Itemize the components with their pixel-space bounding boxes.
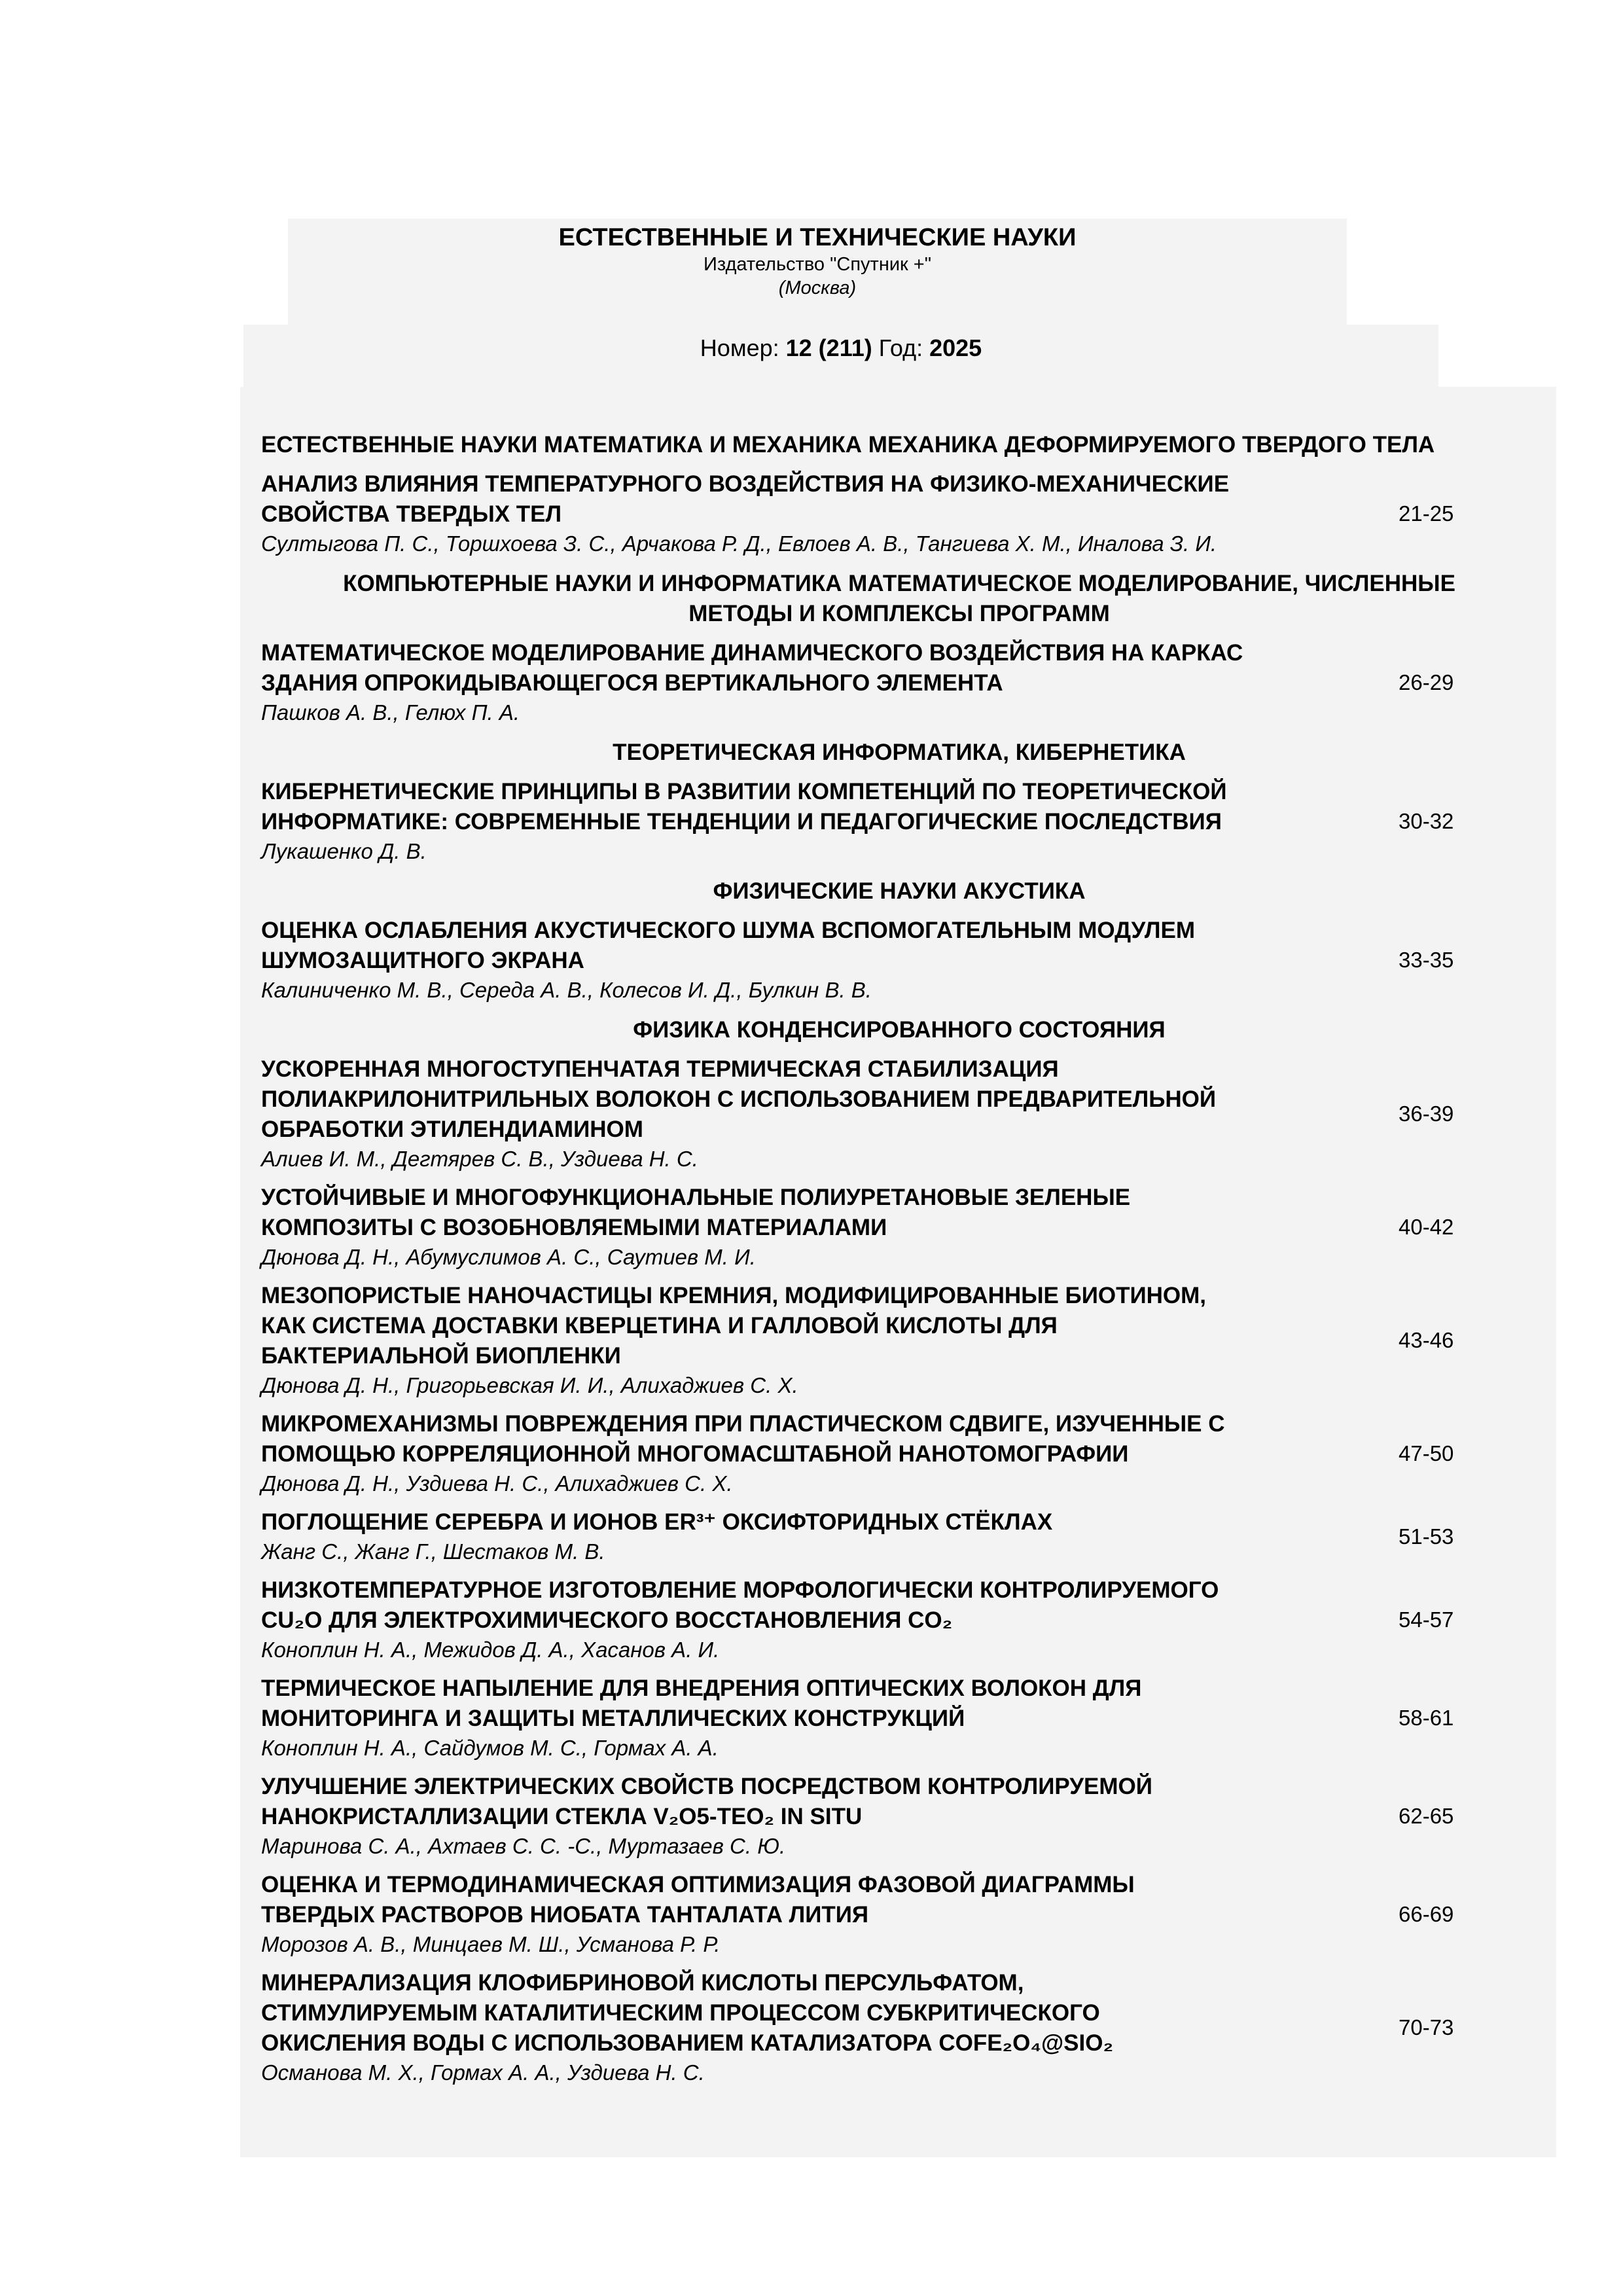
article-pages: 33-35 xyxy=(1399,948,1454,972)
article-entry[interactable] xyxy=(261,638,1537,727)
article-title-line[interactable]: ПОГЛОЩЕНИЕ СЕРЕБРА И ИОНОВ ER³⁺ ОКСИФТОРИДНЫХ СТЁКЛАХ xyxy=(261,1509,1053,1535)
article-title-line[interactable]: КОМПОЗИТЫ С ВОЗОБНОВЛЯЕМЫМИ МАТЕРИАЛАМИ xyxy=(261,1215,887,1240)
section-heading xyxy=(261,1015,1537,1045)
article-pages: 58-61 xyxy=(1399,1706,1454,1730)
article-title-line[interactable]: МОНИТОРИНГА И ЗАЩИТЫ МЕТАЛЛИЧЕСКИХ КОНСТРУКЦИЙ xyxy=(261,1706,965,1731)
article-text xyxy=(261,1281,1399,1400)
issue-info xyxy=(243,325,1438,387)
article-authors: Коноплин Н. А., Сайдумов М. С., Гормах А. А. xyxy=(261,1736,719,1760)
article-pages: 66-69 xyxy=(1399,1902,1454,1926)
article-authors: Лукашенко Д. В. xyxy=(261,839,427,863)
article-title-line[interactable]: БАКТЕРИАЛЬНОЙ БИОПЛЕНКИ xyxy=(261,1343,621,1369)
article-text xyxy=(261,1575,1399,1664)
article-authors: Маринова С. А., Ахтаев С. С. -С., Муртазаев С. Ю. xyxy=(261,1834,786,1858)
article-title-line[interactable]: ПОМОЩЬЮ КОРРЕЛЯЦИОННОЙ МНОГОМАСШТАБНОЙ НАНОТОМОГРАФИИ xyxy=(261,1441,1129,1467)
article-authors: Морозов А. В., Минцаев М. Ш., Усманова Р. Р. xyxy=(261,1932,721,1956)
article-title-line[interactable]: УЛУЧШЕНИЕ ЭЛЕКТРИЧЕСКИХ СВОЙСТВ ПОСРЕДСТВОМ КОНТРОЛИРУЕМОЙ xyxy=(261,1774,1152,1799)
article-pages: 43-46 xyxy=(1399,1328,1454,1352)
article-entry[interactable] xyxy=(261,1575,1537,1664)
article-text xyxy=(261,638,1399,727)
article-authors: Пашков А. В., Гелюх П. А. xyxy=(261,700,520,725)
article-authors: Дюнова Д. Н., Абумуслимов А. С., Саутиев М. И. xyxy=(261,1245,756,1269)
section-heading xyxy=(261,738,1537,768)
city: (Москва) xyxy=(778,278,857,298)
section-heading xyxy=(261,569,1537,629)
article-title-line[interactable]: НАНОКРИСТАЛЛИЗАЦИИ СТЕКЛА V₂O5-TEO₂ IN SITU xyxy=(261,1804,863,1829)
article-pages: 26-29 xyxy=(1399,670,1454,694)
article-entry[interactable] xyxy=(261,1409,1537,1498)
article-pages: 54-57 xyxy=(1399,1607,1454,1632)
article-pages: 30-32 xyxy=(1399,809,1454,833)
article-entry[interactable] xyxy=(261,777,1537,866)
article-title-line[interactable]: АНАЛИЗ ВЛИЯНИЯ ТЕМПЕРАТУРНОГО ВОЗДЕЙСТВИЯ НА ФИЗИКО-МЕХАНИЧЕСКИЕ xyxy=(261,471,1230,497)
article-title-line[interactable]: ОБРАБОТКИ ЭТИЛЕНДИАМИНОМ xyxy=(261,1117,643,1142)
article-text xyxy=(261,1183,1399,1272)
article-authors: Дюнова Д. Н., Уздиева Н. С., Алихаджиев С. Х. xyxy=(261,1471,733,1496)
section-heading-line: ФИЗИКА КОНДЕНСИРОВАННОГО СОСТОЯНИЯ xyxy=(633,1017,1166,1043)
issue-value: 12 (211) xyxy=(785,334,872,361)
article-title-line[interactable]: ТВЕРДЫХ РАСТВОРОВ НИОБАТА ТАНТАЛАТА ЛИТИЯ xyxy=(261,1902,869,1928)
article-title-line[interactable]: ПОЛИАКРИЛОНИТРИЛЬНЫХ ВОЛОКОН С ИСПОЛЬЗОВАНИЕМ ПРЕДВАРИТЕЛЬНОЙ xyxy=(261,1086,1217,1112)
article-authors: Османова М. Х., Гормах А. А., Уздиева Н. С. xyxy=(261,2060,705,2085)
article-text xyxy=(261,1870,1399,1959)
article-text xyxy=(261,777,1399,866)
article-title-line[interactable]: НИЗКОТЕМПЕРАТУРНОЕ ИЗГОТОВЛЕНИЕ МОРФОЛОГИЧЕСКИ КОНТРОЛИРУЕМОГО xyxy=(261,1577,1219,1603)
article-pages: 36-39 xyxy=(1399,1102,1454,1126)
article-title-line[interactable]: ОКИСЛЕНИЯ ВОДЫ С ИСПОЛЬЗОВАНИЕМ КАТАЛИЗАТОРА COFE₂O₄@SIO₂ xyxy=(261,2030,1113,2056)
article-pages: 21-25 xyxy=(1399,501,1454,526)
article-text xyxy=(261,1968,1399,2087)
article-text xyxy=(261,1507,1399,1566)
article-title-line[interactable]: МЕЗОПОРИСТЫЕ НАНОЧАСТИЦЫ КРЕМНИЯ, МОДИФИЦИРОВАННЫЕ БИОТИНОМ, xyxy=(261,1283,1206,1308)
section-heading-line: МЕТОДЫ И КОМПЛЕКСЫ ПРОГРАММ xyxy=(688,601,1110,626)
article-title-line[interactable]: ИНФОРМАТИКЕ: СОВРЕМЕННЫЕ ТЕНДЕНЦИИ И ПЕДАГОГИЧЕСКИЕ ПОСЛЕДСТВИЯ xyxy=(261,809,1222,834)
journal-title: ЕСТЕСТВЕННЫЕ И ТЕХНИЧЕСКИЕ НАУКИ xyxy=(558,224,1077,251)
section-heading-line: ЕСТЕСТВЕННЫЕ НАУКИ МАТЕМАТИКА И МЕХАНИКА МЕХАНИКА ДЕФОРМИРУЕМОГО ТВЕРДОГО ТЕЛА xyxy=(261,432,1435,457)
section-heading-line: КОМПЬЮТЕРНЫЕ НАУКИ И ИНФОРМАТИКА МАТЕМАТИЧЕСКОЕ МОДЕЛИРОВАНИЕ, ЧИСЛЕННЫЕ xyxy=(343,571,1455,596)
article-authors: Султыгова П. С., Торшхоева З. С., Арчакова Р. Д., Евлоев А. В., Тангиева Х. М., Иналова З. И. xyxy=(261,531,1217,556)
article-entry[interactable] xyxy=(261,1772,1537,1861)
issue-label: Номер: xyxy=(700,334,779,361)
article-pages: 47-50 xyxy=(1399,1441,1454,1465)
article-text xyxy=(261,1409,1399,1498)
article-text xyxy=(261,1674,1399,1763)
article-title-line[interactable]: КИБЕРНЕТИЧЕСКИЕ ПРИНЦИПЫ В РАЗВИТИИ КОМПЕТЕНЦИЙ ПО ТЕОРЕТИЧЕСКОЙ xyxy=(261,779,1227,804)
section-heading-line: ТЕОРЕТИЧЕСКАЯ ИНФОРМАТИКА, КИБЕРНЕТИКА xyxy=(613,740,1186,765)
article-entry[interactable] xyxy=(261,1281,1537,1400)
article-pages: 62-65 xyxy=(1399,1804,1454,1828)
article-title-line[interactable]: ОЦЕНКА ОСЛАБЛЕНИЯ АКУСТИЧЕСКОГО ШУМА ВСПОМОГАТЕЛЬНЫМ МОДУЛЕМ xyxy=(261,918,1195,943)
article-authors: Жанг С., Жанг Г., Шестаков М. В. xyxy=(261,1539,605,1564)
article-text xyxy=(261,1054,1399,1174)
article-text xyxy=(261,469,1399,558)
toc-list xyxy=(261,430,1537,2087)
journal-header xyxy=(288,219,1347,325)
article-authors: Дюнова Д. Н., Григорьевская И. И., Алихаджиев С. Х. xyxy=(261,1373,798,1397)
section-heading xyxy=(261,430,1537,460)
article-entry[interactable] xyxy=(261,1674,1537,1763)
article-title-line[interactable]: ТЕРМИЧЕСКОЕ НАПЫЛЕНИЕ ДЛЯ ВНЕДРЕНИЯ ОПТИЧЕСКИХ ВОЛОКОН ДЛЯ xyxy=(261,1676,1142,1701)
article-entry[interactable] xyxy=(261,1054,1537,1174)
table-of-contents xyxy=(240,387,1556,2157)
article-title-line[interactable]: ОЦЕНКА И ТЕРМОДИНАМИЧЕСКАЯ ОПТИМИЗАЦИЯ ФАЗОВОЙ ДИАГРАММЫ xyxy=(261,1872,1135,1897)
article-pages: 51-53 xyxy=(1399,1524,1454,1549)
section-heading-line: ФИЗИЧЕСКИЕ НАУКИ АКУСТИКА xyxy=(713,878,1086,904)
article-entry[interactable] xyxy=(261,1870,1537,1959)
article-text xyxy=(261,916,1399,1005)
article-entry[interactable] xyxy=(261,1183,1537,1272)
article-title-line[interactable]: ШУМОЗАЩИТНОГО ЭКРАНА xyxy=(261,948,584,973)
article-entry[interactable] xyxy=(261,1968,1537,2087)
year-label: Год: xyxy=(878,334,923,361)
article-authors: Алиев И. М., Дегтярев С. В., Уздиева Н. С. xyxy=(261,1147,698,1171)
article-title-line[interactable]: МИНЕРАЛИЗАЦИЯ КЛОФИБРИНОВОЙ КИСЛОТЫ ПЕРСУЛЬФАТОМ, xyxy=(261,1970,1024,1996)
year-value: 2025 xyxy=(929,334,982,361)
article-authors: Калиниченко М. В., Середа А. В., Колесов И. Д., Булкин В. В. xyxy=(261,978,872,1002)
article-title-line[interactable]: КАК СИСТЕМА ДОСТАВКИ КВЕРЦЕТИНА И ГАЛЛОВОЙ КИСЛОТЫ ДЛЯ xyxy=(261,1313,1058,1338)
article-title-line[interactable]: ЗДАНИЯ ОПРОКИДЫВАЮЩЕГОСЯ ВЕРТИКАЛЬНОГО ЭЛЕМЕНТА xyxy=(261,670,1003,696)
article-entry[interactable] xyxy=(261,469,1537,558)
article-title-line[interactable]: УСКОРЕННАЯ МНОГОСТУПЕНЧАТАЯ ТЕРМИЧЕСКАЯ СТАБИЛИЗАЦИЯ xyxy=(261,1056,1059,1082)
article-pages: 70-73 xyxy=(1399,2015,1454,2039)
article-pages: 40-42 xyxy=(1399,1215,1454,1239)
publisher: Издательство "Спутник +" xyxy=(703,254,932,275)
section-heading xyxy=(261,876,1537,906)
article-entry[interactable] xyxy=(261,916,1537,1005)
article-title-line[interactable]: УСТОЙЧИВЫЕ И МНОГОФУНКЦИОНАЛЬНЫЕ ПОЛИУРЕТАНОВЫЕ ЗЕЛЕНЫЕ xyxy=(261,1185,1131,1210)
article-title-line[interactable]: МИКРОМЕХАНИЗМЫ ПОВРЕЖДЕНИЯ ПРИ ПЛАСТИЧЕСКОМ СДВИГЕ, ИЗУЧЕННЫЕ С xyxy=(261,1411,1225,1437)
article-authors: Коноплин Н. А., Межидов Д. А., Хасанов А. И. xyxy=(261,1638,720,1662)
article-text xyxy=(261,1772,1399,1861)
article-title-line[interactable]: CU₂O ДЛЯ ЭЛЕКТРОХИМИЧЕСКОГО ВОССТАНОВЛЕНИЯ CO₂ xyxy=(261,1607,953,1633)
article-title-line[interactable]: МАТЕМАТИЧЕСКОЕ МОДЕЛИРОВАНИЕ ДИНАМИЧЕСКОГО ВОЗДЕЙСТВИЯ НА КАРКАС xyxy=(261,640,1243,666)
article-entry[interactable] xyxy=(261,1507,1537,1566)
article-title-line[interactable]: СТИМУЛИРУЕМЫМ КАТАЛИТИЧЕСКИМ ПРОЦЕССОМ СУБКРИТИЧЕСКОГО xyxy=(261,2000,1100,2026)
article-title-line[interactable]: СВОЙСТВА ТВЕРДЫХ ТЕЛ xyxy=(261,501,562,527)
